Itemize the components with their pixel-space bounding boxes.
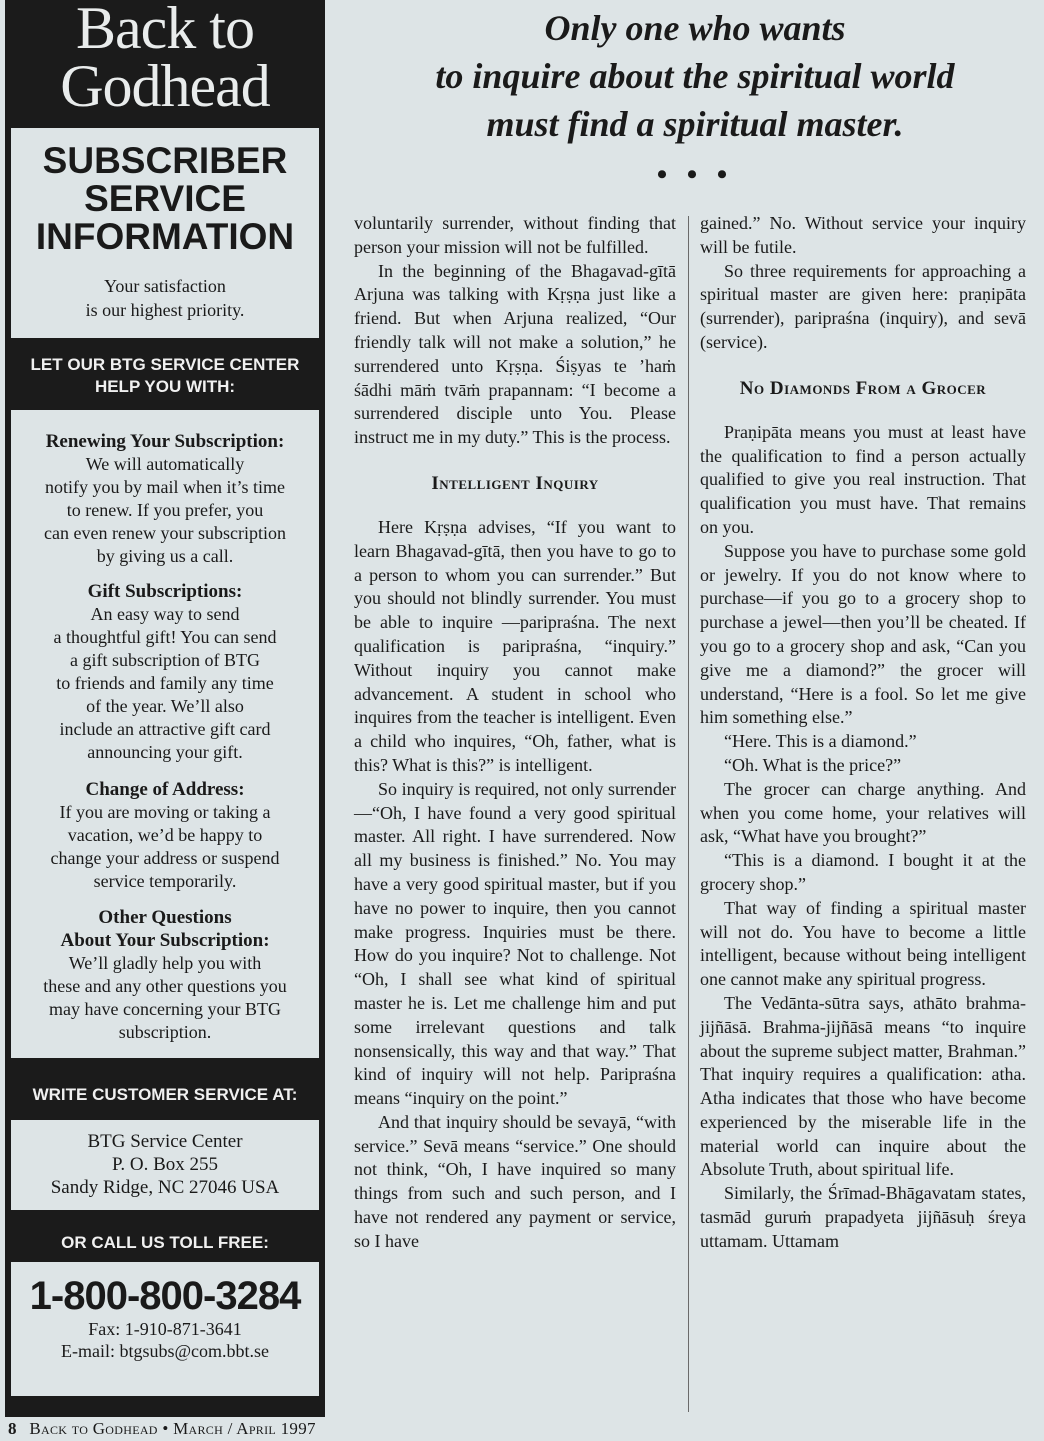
article-paragraph: “Here. This is a diamond.” bbox=[724, 731, 917, 752]
service-subtitle bbox=[11, 274, 319, 322]
article-paragraph: So three requirements for approaching a spiritual master are given here: praṇipāta (surrender), paripraśna (inquiry), and sevā (service). bbox=[700, 260, 1026, 352]
article-paragraph: “This is a diamond. I bought it at the grocery shop.” bbox=[700, 850, 1026, 894]
article-paragraph: Here Kṛṣṇa advises, “If you want to learn Bhagavad-gītā, then you have to go to a person to whom you can surrender.” But you should not blindly surrender. You must be able to inquire —paripraśna. The next qualification is paripraśna, “inquiry.” Without inquiry you cannot make advancement. A student in school who inquires from the teacher is intelligent. Even a child who inquires, “Oh, father, what is this? What is this?” is intelligent. bbox=[354, 516, 676, 775]
write-label: WRITE CUSTOMER SERVICE AT: bbox=[32, 1085, 298, 1104]
pull-quote-line: must find a spiritual master. bbox=[486, 104, 904, 144]
address-line: P. O. Box 255 bbox=[111, 1154, 219, 1175]
help-item-line: can even renew your subscription bbox=[44, 523, 286, 543]
article-column-2 bbox=[700, 212, 1026, 1254]
help-item-line: change your address or suspend bbox=[50, 848, 280, 868]
section-heading: Intelligent Inquiry bbox=[431, 472, 599, 494]
subscriber-sidebar bbox=[5, 0, 325, 1417]
article-paragraph: gained.” No. Without service your inquiry will be futile. bbox=[700, 213, 1026, 257]
service-title bbox=[11, 142, 319, 256]
contact-panel bbox=[11, 1262, 319, 1396]
help-item-line: subscription. bbox=[118, 1022, 212, 1042]
article-paragraph: That way of finding a spiritual master will not do. You have to become a little intelligent, because without being intelligent one cannot make any spiritual progress. bbox=[700, 897, 1026, 990]
ornament-dots: • • • bbox=[656, 158, 734, 191]
service-subtitle-line: is our highest priority. bbox=[85, 300, 245, 320]
article-paragraph: Praṇipāta means you must at least have the qualification to find a person actually qualified to give you real instruction. That qualification you must have. That remains on you. bbox=[700, 421, 1026, 537]
help-item-line: We’ll gladly help you with bbox=[68, 953, 262, 973]
article-paragraph: voluntarily surrender, without finding that person your mission will not be fulfilled. bbox=[354, 213, 676, 257]
article-paragraph: And that inquiry should be sevayā, “with service.” Sevā means “service.” One should not think, “Oh, I have inquired so many things from such and such person, and I have not rendered any payment or service, so I have bbox=[354, 1111, 676, 1251]
help-item-line: An easy way to send bbox=[90, 604, 240, 624]
help-item-line: may have concerning your BTG bbox=[49, 999, 281, 1019]
toll-free-phone[interactable]: 1-800-800-3284 bbox=[29, 1274, 301, 1318]
pull-quote-line: to inquire about the spiritual world bbox=[435, 56, 955, 96]
help-item-line: notify you by mail when it’s time bbox=[45, 477, 285, 497]
article-paragraph: Similarly, the Śrīmad-Bhāgavatam states, tasmād guruṁ prapadyeta jijñāsuḥ śreya uttamam. Uttamam bbox=[700, 1183, 1026, 1251]
pull-quote-line: Only one who wants bbox=[544, 8, 846, 48]
help-label bbox=[5, 354, 325, 398]
help-item-heading: Gift Subscriptions: bbox=[87, 581, 243, 602]
help-item-heading: Other Questions bbox=[98, 907, 232, 928]
section-heading: No Diamonds From a Grocer bbox=[739, 377, 987, 399]
service-title-line: SUBSCRIBER bbox=[42, 140, 288, 181]
service-subtitle-line: Your satisfaction bbox=[104, 276, 226, 296]
help-item-line: to renew. If you prefer, you bbox=[66, 500, 264, 520]
article-paragraph: The grocer can charge anything. And when you come home, your relatives will ask, “What have you brought?” bbox=[700, 778, 1026, 847]
article-paragraph: In the beginning of the Bhagavad-gītā Arjuna was talking with Kṛṣṇa just like a friend. But when Arjuna realized, “Our friendly talk will not make a solution,” he surrendered unto Kṛṣṇa. Śiṣyas te ’haṁ śādhi māṁ tvāṁ prapannam: “I become a surrendered disciple unto You. Please instruct me in my duty.” This is the process. bbox=[354, 260, 676, 448]
help-item-line: We will automatically bbox=[85, 454, 245, 474]
article-paragraph: Suppose you have to purchase some gold or jewelry. If you do not know where to purchase—if you go to a grocery shop to purchase a jewel—then you’ll be cheated. If you go to a grocery shop and ask, “Can you give me a diamond?” the grocer will understand, “Here is a fool. So let me give him something else.” bbox=[700, 540, 1026, 728]
address-panel bbox=[11, 1120, 319, 1210]
address-line: BTG Service Center bbox=[87, 1131, 243, 1152]
help-item-line: service temporarily. bbox=[93, 871, 237, 891]
help-item-renewing bbox=[11, 430, 319, 568]
help-item-address-change bbox=[11, 778, 319, 893]
service-title-line: INFORMATION bbox=[35, 216, 295, 257]
magazine-masthead bbox=[5, 0, 325, 118]
footer-publication: Back to Godhead • March / April 1997 bbox=[29, 1419, 316, 1438]
help-item-line: to friends and family any time bbox=[56, 673, 274, 693]
help-item-line: If you are moving or taking a bbox=[59, 802, 271, 822]
article-pull-quote bbox=[350, 4, 1040, 148]
help-item-line: of the year. We’ll also bbox=[86, 696, 244, 716]
page-number: 8 bbox=[8, 1419, 17, 1438]
service-info-panel bbox=[11, 128, 319, 338]
help-item-gift bbox=[11, 580, 319, 764]
help-item-line: vacation, we’d be happy to bbox=[67, 825, 263, 845]
masthead-line: Godhead bbox=[60, 53, 270, 119]
page-footer bbox=[8, 1418, 316, 1440]
masthead-line: Back to bbox=[76, 0, 254, 61]
fax-number: Fax: 1-910-871-3641 bbox=[88, 1319, 242, 1339]
mailing-address bbox=[11, 1130, 319, 1199]
email-address[interactable]: E-mail: btgsubs@com.bbt.se bbox=[60, 1341, 270, 1361]
help-panel bbox=[11, 410, 319, 1058]
article-column-1 bbox=[354, 212, 676, 1254]
help-item-line: by giving us a call. bbox=[96, 546, 234, 566]
help-item-line: these and any other questions you bbox=[43, 976, 287, 996]
address-line: Sandy Ridge, NC 27046 USA bbox=[50, 1177, 280, 1198]
help-item-heading: Renewing Your Subscription: bbox=[45, 431, 285, 452]
help-item-other-questions bbox=[11, 906, 319, 1044]
help-item-line: a thoughtful gift! You can send bbox=[53, 627, 277, 647]
article-paragraph: The Vedānta-sūtra says, athāto brahma-jijñāsā. Brahma-jijñāsā means “to inquire about the supreme subject matter, Brahman.” That inquiry requires a qualification: atha. Atha indicates that those who have become experienced by the miserable life in the material world can inquire about the Absolute Truth, about spiritual life. bbox=[700, 992, 1026, 1180]
service-title-line: SERVICE bbox=[84, 178, 246, 219]
help-item-line: include an attractive gift card bbox=[59, 719, 271, 739]
help-item-heading: About Your Subscription: bbox=[60, 930, 270, 951]
article-paragraph: “Oh. What is the price?” bbox=[724, 754, 902, 775]
help-item-line: announcing your gift. bbox=[87, 742, 243, 762]
help-label-line: LET OUR BTG SERVICE CENTER bbox=[30, 355, 300, 374]
help-item-line: a gift subscription of BTG bbox=[70, 650, 260, 670]
article-paragraph: So inquiry is required, not only surrender—“Oh, I have found a very good spiritual master. All right. I have surrendered. Now all my business is finished.” No. You may have a very good spiritual master, but if you have no power to inquire, then you cannot make progress. Inquiries must be there. How do you inquire? Not to challenge. Not “Oh, I shall see what kind of spiritual master he is. Let me challenge him and put some irrelevant questions and talk nonsensically, this way and that way.” That kind of inquiry will not help. Paripraśna means “inquiry on the point.” bbox=[354, 778, 676, 1109]
help-label-line: HELP YOU WITH: bbox=[94, 377, 236, 396]
column-divider bbox=[688, 216, 689, 1412]
call-label: OR CALL US TOLL FREE: bbox=[61, 1233, 269, 1252]
help-item-heading: Change of Address: bbox=[85, 779, 245, 800]
